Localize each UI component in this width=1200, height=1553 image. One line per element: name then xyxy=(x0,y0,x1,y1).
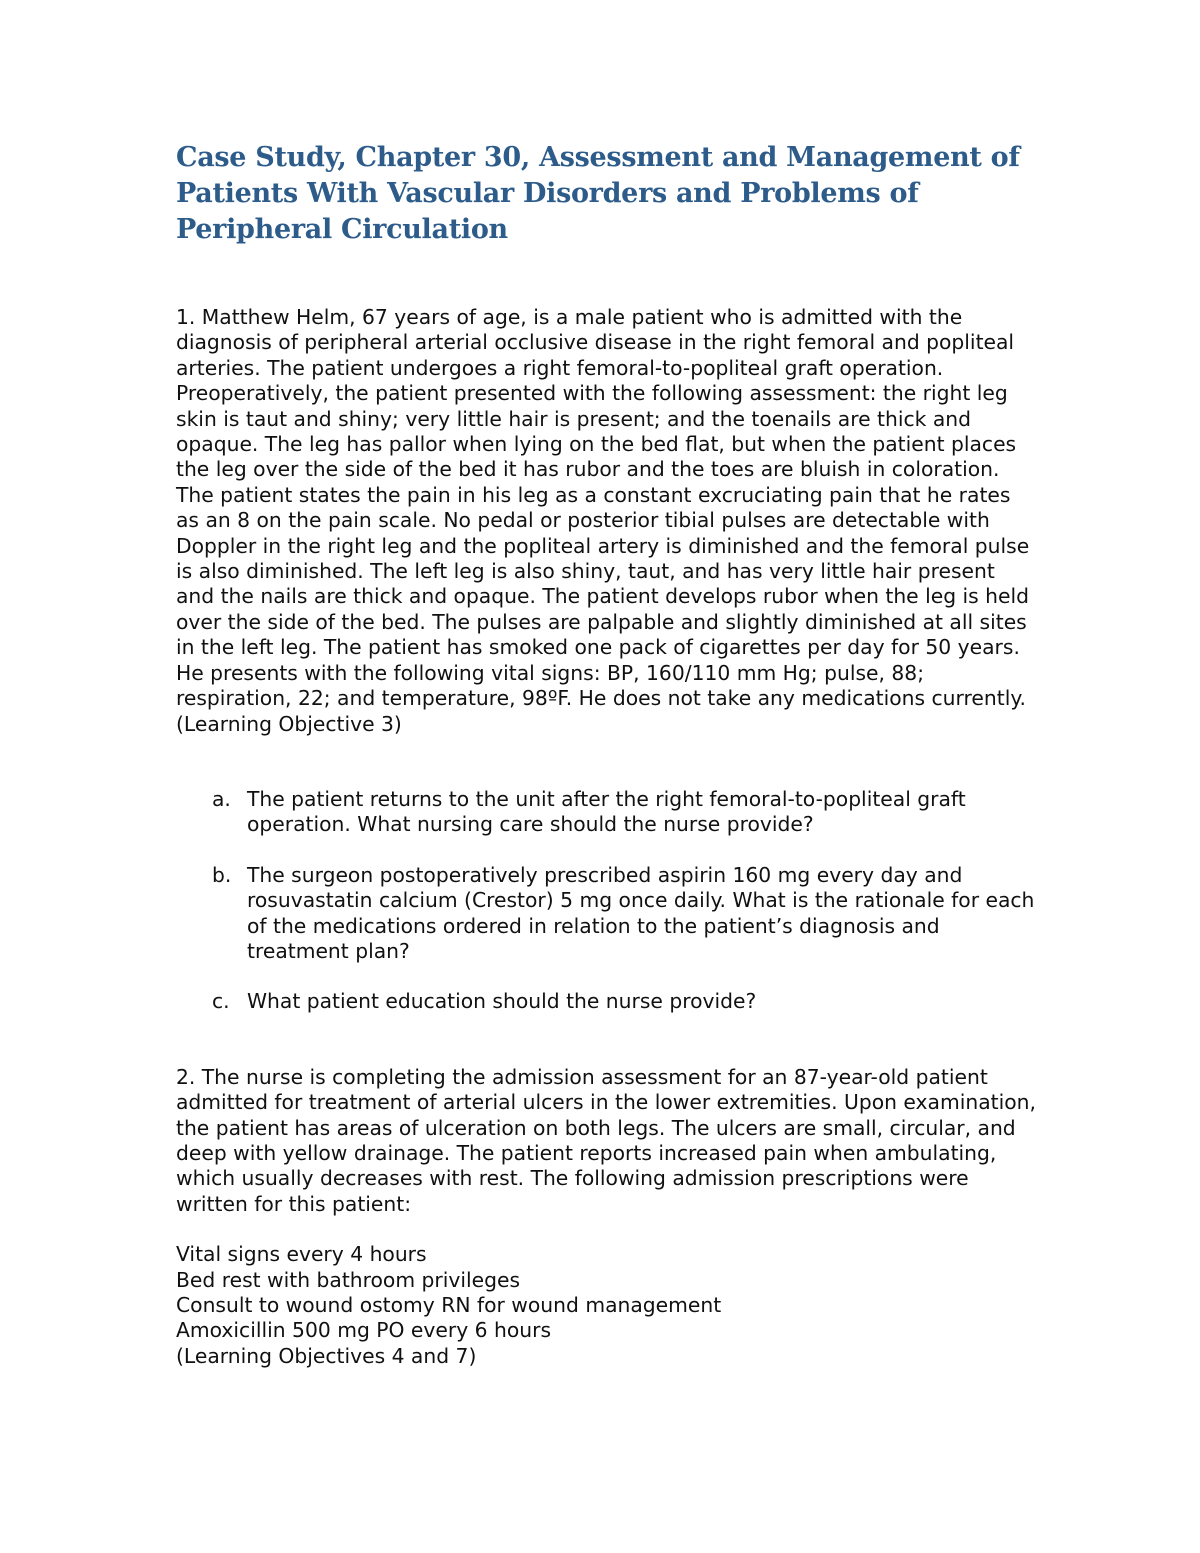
subquestion-b xyxy=(176,863,1036,965)
subquestion-a-marker: a. xyxy=(212,786,231,811)
document-content xyxy=(176,140,1036,1369)
question-1-subquestions xyxy=(176,787,1036,1015)
prescription-item: Bed rest with bathroom privileges xyxy=(176,1267,521,1292)
question-2-text: 2. The nurse is completing the admission assessment for an 87-year-old patient admitted for treatment of arterial ulcers in the lower extremities. Upon examination, the patient has areas of ulceration on both legs. The ulcers are small, circular, and deep with yellow drainage. The patient reports increased pain when ambulating, which usually decreases with rest. The following admission prescriptions were written for this patient: xyxy=(176,1064,1036,1216)
prescription-item: Amoxicillin 500 mg PO every 6 hours xyxy=(176,1318,552,1343)
subquestion-c-marker: c. xyxy=(212,989,230,1014)
question-1-text: 1. Matthew Helm, 67 years of age, is a male patient who is admitted with the diagnosis of peripheral arterial occlusive disease in the right femoral and popliteal arteries. The patient undergoes a right femoral-to-popliteal graft operation. Preoperatively, the patient presented with the following assessment: the right leg skin is taut and shiny; very little hair is present; and the toenails are thick and opaque. The leg has pallor when lying on the bed flat, but when the patient places the leg over the side of the bed it has rubor and the toes are bluish in coloration. The patient states the pain in his leg as a constant excruciating pain that he rates as an 8 on the pain scale. No pedal or posterior tibial pulses are detectable with Doppler in the right leg and the popliteal artery is diminished and the femoral pulse is also diminished. The left leg is also shiny, taut, and has very little hair present and the nails are thick and opaque. The patient develops rubor when the leg is held over the side of the bed. The pulses are palpable and slightly diminished at all sites in the left leg. The patient has smoked one pack of cigarettes per day for 50 years. He presents with the following vital signs: BP, 160/110 mm Hg; pulse, 88; respiration, 22; and temperature, 98ºF. He does not take any medications currently. (Learning Objective 3) xyxy=(176,305,1030,736)
subquestion-a xyxy=(176,787,1036,838)
subquestion-c xyxy=(176,989,1036,1014)
prescription-list xyxy=(176,1242,1036,1369)
subquestion-b-text: The surgeon postoperatively prescribed aspirin 160 mg every day and rosuvastatin calcium (Crestor) 5 mg once daily. What is the rationale for each of the medications ordered in relation to the patient’s diagnosis and treatment plan? xyxy=(247,862,1035,963)
subquestion-a-text: The patient returns to the unit after the right femoral-to-popliteal graft operation. What nursing care should the nurse provide? xyxy=(247,786,966,837)
learning-objectives-note: (Learning Objectives 4 and 7) xyxy=(176,1343,477,1368)
document-title: Case Study, Chapter 30, Assessment and Management of Patients With Vascular Disorders and Problems of Peripheral Circulation xyxy=(176,142,1020,245)
subquestion-c-text: What patient education should the nurse provide? xyxy=(247,989,757,1014)
prescription-item: Vital signs every 4 hours xyxy=(176,1242,427,1267)
subquestion-b-marker: b. xyxy=(212,862,232,887)
prescription-item: Consult to wound ostomy RN for wound management xyxy=(176,1293,722,1317)
